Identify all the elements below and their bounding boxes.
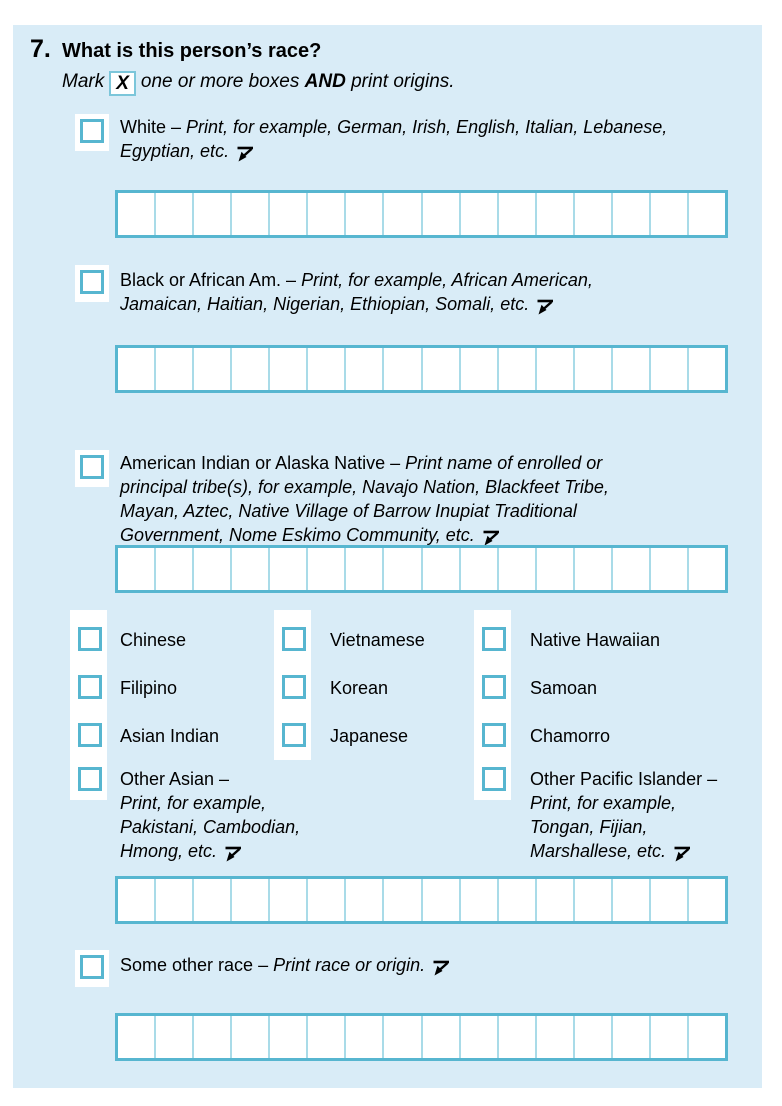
writein-cell (575, 348, 613, 390)
checkbox-black[interactable] (75, 265, 109, 302)
mark-instruction-emphasis: AND (304, 71, 346, 92)
writein-box-american-indian[interactable] (115, 545, 728, 593)
checkbox-asian-indian[interactable] (78, 723, 102, 747)
writein-cell (689, 348, 725, 390)
writein-cell (537, 193, 575, 235)
writein-cell (613, 348, 651, 390)
writein-cell (651, 548, 689, 590)
writein-cell (384, 193, 422, 235)
mark-instruction-post: print origins. (351, 71, 455, 92)
option-other-asian-label: Other Asian – (120, 769, 230, 789)
checkbox-other-asian[interactable] (78, 767, 102, 791)
option-some-other-race-label: Some other race – (120, 955, 269, 975)
writein-cell (423, 193, 461, 235)
writein-cell (689, 548, 725, 590)
writein-cell (346, 1016, 384, 1058)
writein-cell (308, 348, 346, 390)
option-samoan-label: Samoan (530, 678, 598, 698)
checkbox-white-box (80, 119, 104, 143)
writein-cell (461, 1016, 499, 1058)
writein-cell (651, 348, 689, 390)
writein-cell (613, 1016, 651, 1058)
writein-cell (384, 548, 422, 590)
writein-cell (461, 193, 499, 235)
writein-cell (575, 548, 613, 590)
option-other-asian-example: Print, for example, Pakistani, Cambodian, Hmong, etc. (120, 793, 301, 861)
question-number: 7. (30, 35, 51, 63)
checkbox-american-indian[interactable] (75, 450, 109, 487)
writein-cell (118, 1016, 156, 1058)
writein-cell (346, 879, 384, 921)
writein-cell (118, 548, 156, 590)
writein-cell (232, 193, 270, 235)
writein-cell (613, 193, 651, 235)
checkbox-white[interactable] (75, 114, 109, 151)
writein-cell (308, 548, 346, 590)
writein-cell (423, 879, 461, 921)
writein-cell (156, 1016, 194, 1058)
writein-cell (651, 1016, 689, 1058)
writein-cell (461, 879, 499, 921)
option-black-label: Black or African Am. – (120, 270, 297, 290)
checkbox-other-pacific-islander[interactable] (482, 767, 506, 791)
writein-cell (384, 879, 422, 921)
option-japanese-label: Japanese (330, 726, 409, 746)
writein-cell (308, 879, 346, 921)
checkbox-american-indian-box (80, 455, 104, 479)
writein-cell (537, 548, 575, 590)
writein-cell (194, 348, 232, 390)
writein-cell (575, 879, 613, 921)
writein-box-some-other-race[interactable] (115, 1013, 728, 1061)
writein-cell (384, 1016, 422, 1058)
writein-cell (613, 879, 651, 921)
writein-cell (346, 548, 384, 590)
writein-cell (194, 879, 232, 921)
writein-cell (499, 193, 537, 235)
writein-cell (651, 879, 689, 921)
writein-cell (118, 879, 156, 921)
writein-cell (232, 879, 270, 921)
writein-cell (156, 879, 194, 921)
writein-cell (499, 1016, 537, 1058)
checkbox-vietnamese[interactable] (282, 627, 306, 651)
writein-cell (232, 548, 270, 590)
writein-cell (537, 1016, 575, 1058)
writein-cell (156, 548, 194, 590)
checkbox-filipino[interactable] (78, 675, 102, 699)
writein-cell (270, 1016, 308, 1058)
print-arrow-icon (673, 846, 692, 863)
writein-cell (423, 1016, 461, 1058)
option-white-label: White – (120, 117, 182, 137)
option-filipino-label: Filipino (120, 678, 178, 698)
option-black (120, 268, 670, 316)
writein-cell (270, 193, 308, 235)
writein-cell (651, 193, 689, 235)
writein-cell (689, 879, 725, 921)
writein-cell (232, 348, 270, 390)
mark-instruction-pre: Mark (62, 71, 105, 92)
writein-cell (461, 548, 499, 590)
writein-cell (499, 548, 537, 590)
writein-cell (461, 348, 499, 390)
option-american-indian-example: Print name of enrolled or principal tribe(s), for example, Navajo Nation, Blackfeet Tribe, Mayan, Aztec, Native Village of Barrow Inupiat Traditional Government, Nome Eskimo Community, etc. (120, 453, 609, 545)
option-chinese-label: Chinese (120, 630, 187, 650)
option-other-asian (120, 767, 315, 863)
checkbox-chinese[interactable] (78, 627, 102, 651)
checkbox-samoan[interactable] (482, 675, 506, 699)
writein-cell (575, 1016, 613, 1058)
writein-cell (194, 1016, 232, 1058)
option-asian-indian-label: Asian Indian (120, 726, 220, 746)
writein-cell (689, 193, 725, 235)
writein-box-black[interactable] (115, 345, 728, 393)
option-some-other-race (120, 953, 451, 977)
writein-cell (156, 193, 194, 235)
option-white-example: Print, for example, German, Irish, English, Italian, Lebanese, Egyptian, etc. (120, 117, 668, 161)
writein-cell (308, 1016, 346, 1058)
writein-cell (384, 348, 422, 390)
option-some-other-race-example: Print race or origin. (273, 955, 426, 975)
writein-cell (346, 193, 384, 235)
writein-cell (499, 348, 537, 390)
option-vietnamese-label: Vietnamese (330, 630, 425, 650)
mark-x-box-icon: X (109, 71, 136, 96)
writein-cell (308, 193, 346, 235)
print-arrow-icon (224, 846, 243, 863)
writein-cell (194, 193, 232, 235)
checkbox-native-hawaiian[interactable] (482, 627, 506, 651)
checkbox-black-box (80, 270, 104, 294)
writein-cell (156, 348, 194, 390)
option-other-pacific-islander-label: Other Pacific Islander – (530, 769, 718, 789)
checkbox-japanese[interactable] (282, 723, 306, 747)
writein-cell (232, 1016, 270, 1058)
print-arrow-icon (432, 960, 451, 977)
option-other-pacific-islander-example: Print, for example, Tongan, Fijian, Marshallese, etc. (530, 793, 677, 861)
option-korean-label: Korean (330, 678, 389, 698)
writein-cell (689, 1016, 725, 1058)
option-other-pacific-islander (530, 767, 730, 863)
mark-instruction-mid: one or more boxes (140, 71, 300, 92)
writein-cell (194, 548, 232, 590)
checkbox-some-other-race-box (80, 955, 104, 979)
writein-cell (118, 193, 156, 235)
option-chamorro-label: Chamorro (530, 726, 611, 746)
writein-cell (575, 193, 613, 235)
writein-cell (613, 548, 651, 590)
writein-cell (270, 348, 308, 390)
writein-cell (118, 348, 156, 390)
writein-cell (499, 879, 537, 921)
writein-cell (537, 348, 575, 390)
option-white (120, 115, 670, 163)
checkbox-some-other-race[interactable] (75, 950, 109, 987)
question-panel (13, 25, 762, 1088)
writein-cell (270, 548, 308, 590)
writein-cell (537, 879, 575, 921)
print-arrow-icon (236, 146, 255, 163)
checkbox-korean[interactable] (282, 675, 306, 699)
option-american-indian-label: American Indian or Alaska Native – (120, 453, 401, 473)
checkbox-chamorro[interactable] (482, 723, 506, 747)
writein-cell (270, 879, 308, 921)
option-black-example: Print, for example, African American, Jamaican, Haitian, Nigerian, Ethiopian, Somali, etc. (120, 270, 593, 314)
writein-box-asian-pacific[interactable] (115, 876, 728, 924)
writein-cell (423, 348, 461, 390)
question-title: What is this person’s race? (62, 40, 322, 62)
option-american-indian (120, 451, 670, 547)
option-native-hawaiian-label: Native Hawaiian (530, 630, 661, 650)
mark-instruction (62, 71, 455, 96)
print-arrow-icon (536, 299, 555, 316)
writein-cell (346, 348, 384, 390)
writein-box-white[interactable] (115, 190, 728, 238)
writein-cell (423, 548, 461, 590)
